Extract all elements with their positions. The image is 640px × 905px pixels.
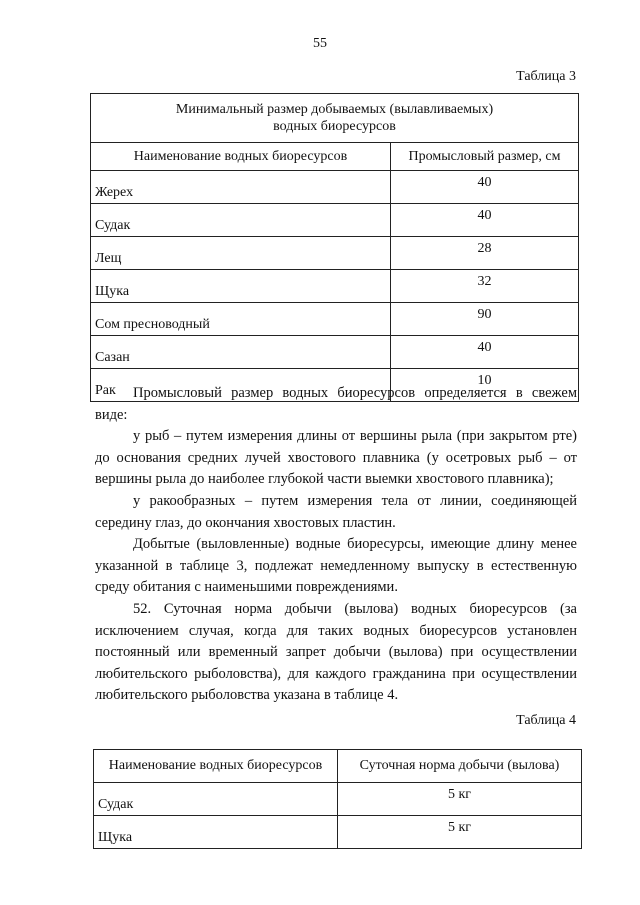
size-cell: 90 — [391, 303, 579, 336]
table3-title-line1: Минимальный размер добываемых (вылавливаемых) — [175, 102, 494, 117]
table3-col2-header: Промысловый размер, см — [391, 143, 579, 171]
size-cell: 28 — [391, 237, 579, 270]
table-row — [94, 816, 582, 849]
body-text — [95, 383, 577, 707]
table-row — [91, 303, 579, 336]
table4-col1-header: Наименование водных биоресурсов — [94, 750, 338, 783]
species-name-cell: Сазан — [91, 336, 391, 369]
table3 — [90, 93, 579, 402]
table4-col2-header: Суточная норма добычи (вылова) — [338, 750, 582, 783]
species-name-cell: Жерех — [91, 171, 391, 204]
table3-title-line2: водных биоресурсов — [273, 119, 396, 134]
paragraph: у ракообразных – путем измерения тела от линии, соединяющей середину глаз, до окончания хвостовых пластин. — [95, 492, 577, 531]
table4-caption: Таблица 4 — [516, 713, 576, 728]
table4 — [93, 749, 582, 849]
species-name-cell: Судак — [91, 204, 391, 237]
size-cell: 40 — [391, 336, 579, 369]
table-row — [91, 204, 579, 237]
table-row — [91, 237, 579, 270]
species-name-cell: Щука — [94, 816, 338, 849]
size-cell: 40 — [391, 171, 579, 204]
species-name-cell: Рак — [91, 369, 391, 402]
table3-title — [91, 94, 579, 143]
species-name-cell: Лещ — [91, 237, 391, 270]
daily-norm-cell: 5 кг — [338, 783, 582, 816]
table3-caption: Таблица 3 — [516, 69, 576, 84]
table-row — [91, 270, 579, 303]
table-row — [94, 783, 582, 816]
page-number: 55 — [313, 36, 327, 51]
table3-col1-header: Наименование водных биоресурсов — [91, 143, 391, 171]
size-cell: 40 — [391, 204, 579, 237]
species-name-cell: Сом пресноводный — [91, 303, 391, 336]
daily-norm-cell: 5 кг — [338, 816, 582, 849]
table-row — [91, 171, 579, 204]
paragraph: у рыб – путем измерения длины от вершины рыла (при закрытом рте) до основания средних лучей хвостового плавника (у осетровых рыб – от вершины рыла до наиболее глубокой части выемки хвостового плавника); — [95, 428, 577, 488]
paragraph: Промысловый размер водных биоресурсов определяется в свежем виде: — [95, 385, 577, 423]
paragraph: 52. Суточная норма добычи (вылова) водных биоресурсов (за исключением случая, когда для таких водных биоресурсов установлен постоянный или временный запрет добычи (вылова) при осуществлении любительского рыболовства), для каждого гражданина при осуществлении любительского рыболовства указана в таблице 4. — [95, 600, 577, 704]
size-cell: 10 — [391, 369, 579, 402]
paragraph: Добытые (выловленные) водные биоресурсы, имеющие длину менее указанной в таблице 3, подлежат немедленному выпуску в естественную среду обитания с наименьшими повреждениями. — [95, 536, 577, 596]
table-row — [91, 336, 579, 369]
species-name-cell: Щука — [91, 270, 391, 303]
size-cell: 32 — [391, 270, 579, 303]
species-name-cell: Судак — [94, 783, 338, 816]
